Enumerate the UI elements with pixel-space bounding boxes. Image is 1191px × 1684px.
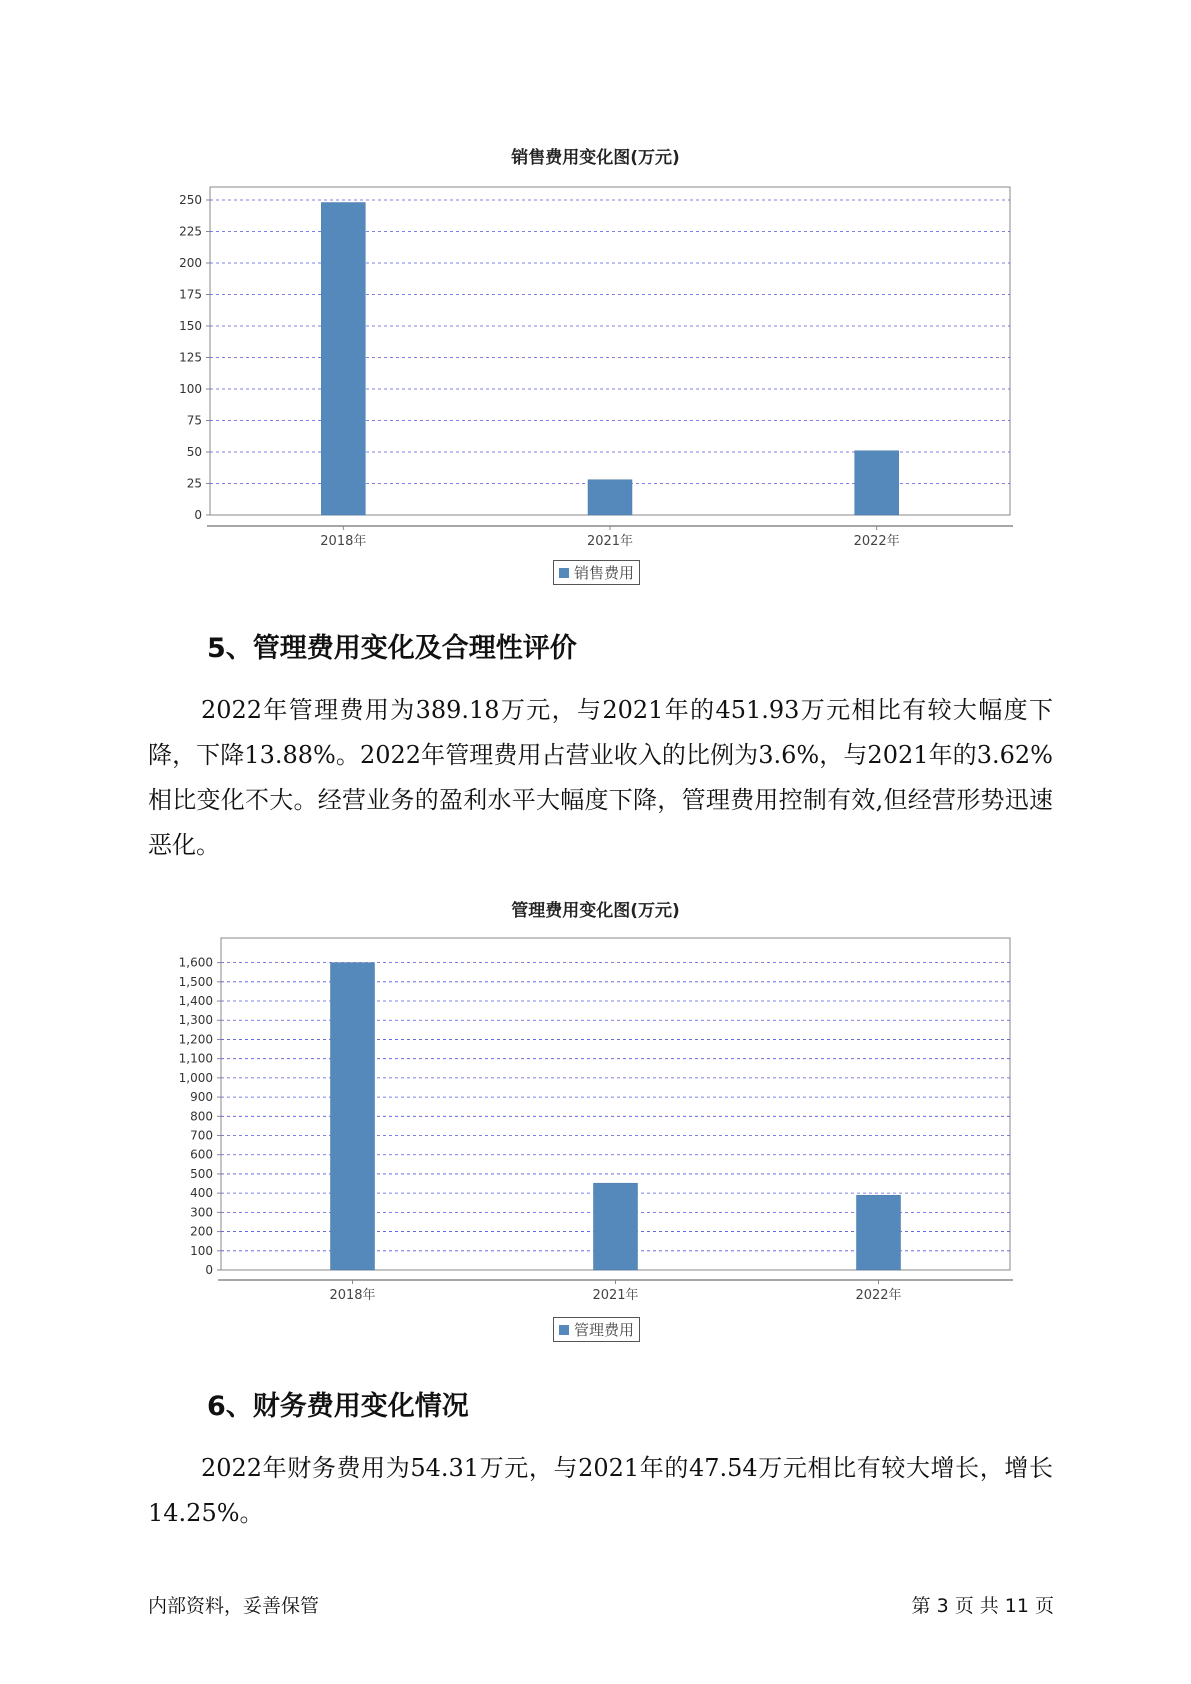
y-tick-label: 200 [190, 1224, 213, 1239]
chart-2-legend-label: 管理费用 [574, 1321, 635, 1339]
y-tick-label: 1,400 [178, 994, 213, 1009]
y-tick-label: 300 [190, 1205, 213, 1220]
y-tick-label: 900 [190, 1090, 213, 1105]
y-tick-label: 1,600 [178, 955, 213, 970]
x-tick-label: 2021年 [586, 534, 634, 549]
y-tick-label: 25 [186, 476, 202, 491]
footer-left: 内部资料，妥善保管 [148, 1595, 320, 1617]
chart-1-legend-label: 销售费用 [574, 564, 635, 582]
y-tick-label: 700 [190, 1128, 213, 1143]
y-tick-label: 1,100 [178, 1051, 213, 1066]
y-tick-label: 125 [179, 350, 202, 365]
section-5-paragraph: 2022年管理费用为389.18万元，与2021年的451.93万元相比有较大幅度下降，下降13.88%。2022年管理费用占营业收入的比例为3.6%，与2021年的3.62%相比变化不大。经营业务的盈利水平大幅度下降，管理费用控制有效,但经营形势迅速恶化。 [148, 696, 1053, 859]
x-tick-label: 2018年 [320, 534, 367, 549]
section-5-heading: 5、管理费用变化及合理性评价 [207, 633, 577, 664]
y-tick-label: 1,200 [178, 1032, 213, 1047]
x-tick-label: 2018年 [329, 1288, 376, 1303]
y-tick-label: 175 [179, 287, 202, 302]
section-6-heading: 6、财务费用变化情况 [207, 1391, 469, 1422]
chart-2-title: 管理费用变化图(万元) [511, 901, 680, 921]
y-tick-label: 800 [190, 1109, 213, 1124]
y-tick-label: 1,500 [178, 974, 213, 989]
x-tick-label: 2022年 [855, 1288, 902, 1303]
y-tick-label: 100 [190, 1243, 213, 1258]
y-tick-label: 500 [190, 1166, 213, 1181]
y-tick-label: 600 [190, 1147, 213, 1162]
y-tick-label: 75 [186, 413, 202, 428]
chart-1-title: 销售费用变化图(万元) [511, 148, 680, 168]
y-tick-label: 250 [179, 193, 202, 207]
y-tick-label: 0 [194, 508, 202, 522]
y-tick-label: 0 [205, 1263, 213, 1277]
y-tick-label: 1,000 [178, 1070, 213, 1085]
y-tick-label: 200 [179, 256, 202, 270]
chart-2-legend [553, 1317, 640, 1342]
legend-swatch [559, 1325, 569, 1335]
section-6-paragraph: 2022年财务费用为54.31万元，与2021年的47.54万元相比有较大增长，增长14.25%。 [148, 1454, 1053, 1527]
x-tick-label: 2021年 [592, 1288, 639, 1303]
bar [857, 1195, 901, 1270]
bar [331, 963, 375, 1270]
x-tick-label: 2022年 [853, 534, 900, 549]
y-tick-label: 1,300 [178, 1013, 213, 1028]
y-tick-label: 150 [179, 319, 202, 333]
y-tick-label: 100 [179, 382, 202, 396]
y-tick-label: 400 [190, 1186, 213, 1201]
bar [594, 1183, 638, 1270]
y-tick-label: 225 [179, 224, 202, 239]
footer-page-number: 第 3 页 共 11 页 [911, 1595, 1054, 1617]
y-tick-label: 50 [186, 445, 202, 459]
